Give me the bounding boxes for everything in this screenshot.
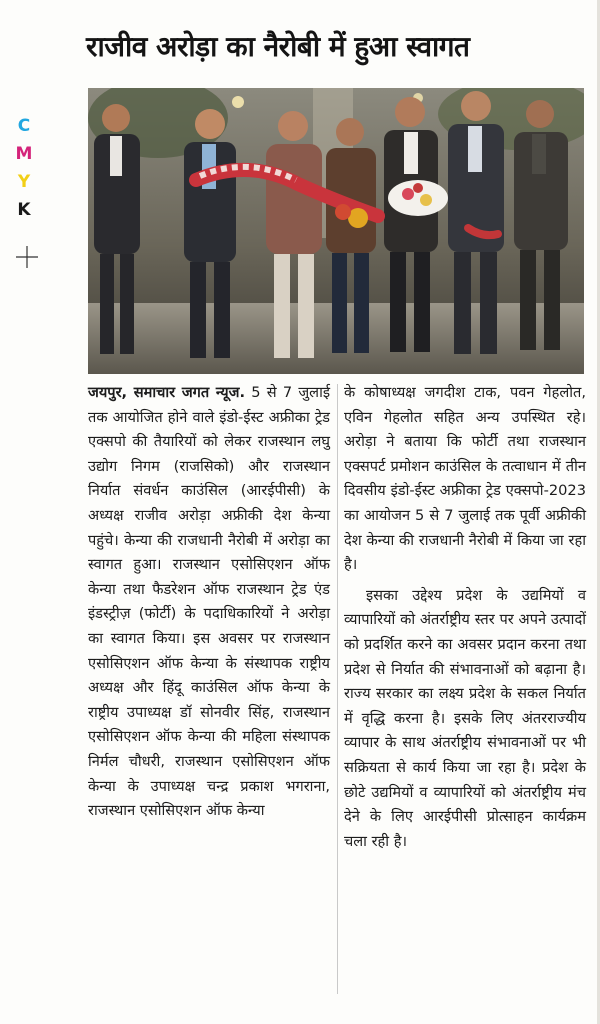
- article-paragraph-3: इसका उद्देश्य प्रदेश के उद्यमियों व व्यापारियों को अंतर्राष्ट्रीय स्तर पर अपने उत्पादों को प्रदर्शित करने का अवसर प्रदान करना तथा प्रदेश से निर्यात की संभावनाओं को बढ़ाना है। राज्य सरकार का लक्ष्य प्रदेश के सकल निर्यात में वृद्धि करना है। इसके लिए अंतरराज्यीय व्यापार के साथ अंतर्राष्ट्रीय संभावनाओं पर भी सक्रियता से कार्य किया जा रहा है। प्रदेश के छोटे उद्यमियों व व्यापारियों को अंतर्राष्ट्रीय मंच देने के लिए आरईपीसी प्रोत्साहन कार्यक्रम चला रही है।: [344, 586, 586, 850]
- news-photo: [88, 88, 584, 374]
- article-column-right: [344, 381, 586, 854]
- cmyk-print-marks: [14, 112, 34, 224]
- article-body-left: 5 से 7 जुलाई तक आयोजित होने वाले इंडो-ईस्ट अफ्रीका ट्रेड एक्सपो की तैयारियों को लेकर राजस्थान लघु उद्योग निगम (राजसिको) और राजस्थान निर्यात संवर्धन काउंसिल (आरईपीसी) के अध्यक्ष राजीव अरोड़ा अफ्रीकी देश केन्या पहुंचे। केन्या की राजधानी नैरोबी में अरोड़ा का स्वागत हुआ। राजस्थान एसोसिएशन ऑफ केन्या तथा फैडरेशन ऑफ राजस्थान ट्रेड एंड इंडस्ट्रीज़ (फोर्टी) के पदाधिकारियों ने अरोड़ा का स्वागत किया। इस अवसर पर राजस्थान एसोसिएशन ऑफ केन्या के संस्थापक राष्ट्रीय अध्यक्ष और हिंदू काउंसिल ऑफ केन्या के राष्ट्रीय उपाध्यक्ष डॉ सोनवीर सिंह, राजस्थान एसोसिएशन ऑफ केन्या की महिला संस्थापक निर्मल चौधरी, राजस्थान एसोसिएशन ऑफ केन्या के उपाध्यक्ष चन्द्र प्रकाश भगराना, राजस्थान एसोसिएशन ऑफ केन्या: [88, 384, 331, 820]
- headline: राजीव अरोड़ा का नैरोबी में हुआ स्वागत: [86, 30, 470, 63]
- article-paragraph-1: [88, 381, 330, 824]
- column-divider: [337, 384, 338, 994]
- cmyk-y-mark: Y: [17, 172, 31, 192]
- article-column-left: [88, 381, 330, 824]
- dateline: जयपुर, समाचार जगत न्यूज.: [88, 384, 245, 401]
- group-welcome-photo-illustration: [88, 88, 584, 374]
- cmyk-c-mark: C: [17, 116, 31, 136]
- cmyk-m-mark: M: [15, 144, 33, 164]
- article-paragraph-2: के कोषाध्यक्ष जगदीश टाक, पवन गेहलोत, एविन गेहलोत सहित अन्य उपस्थित रहे। अरोड़ा ने बताया कि फोर्टी तथा राजस्थान एक्सपर्ट प्रमोशन काउंसिल के तत्वाधान में तीन दिवसीय इंडो-ईस्ट अफ्रीका ट्रेड एक्सपो-2023 का आयोजन 5 से 7 जुलाई तक पूर्वी अफ्रीकी देश केन्या की राजधानी नैरोबी में किया जा रहा है।: [344, 384, 586, 574]
- cmyk-k-mark: K: [17, 200, 31, 220]
- registration-crosshair-icon: [16, 246, 38, 268]
